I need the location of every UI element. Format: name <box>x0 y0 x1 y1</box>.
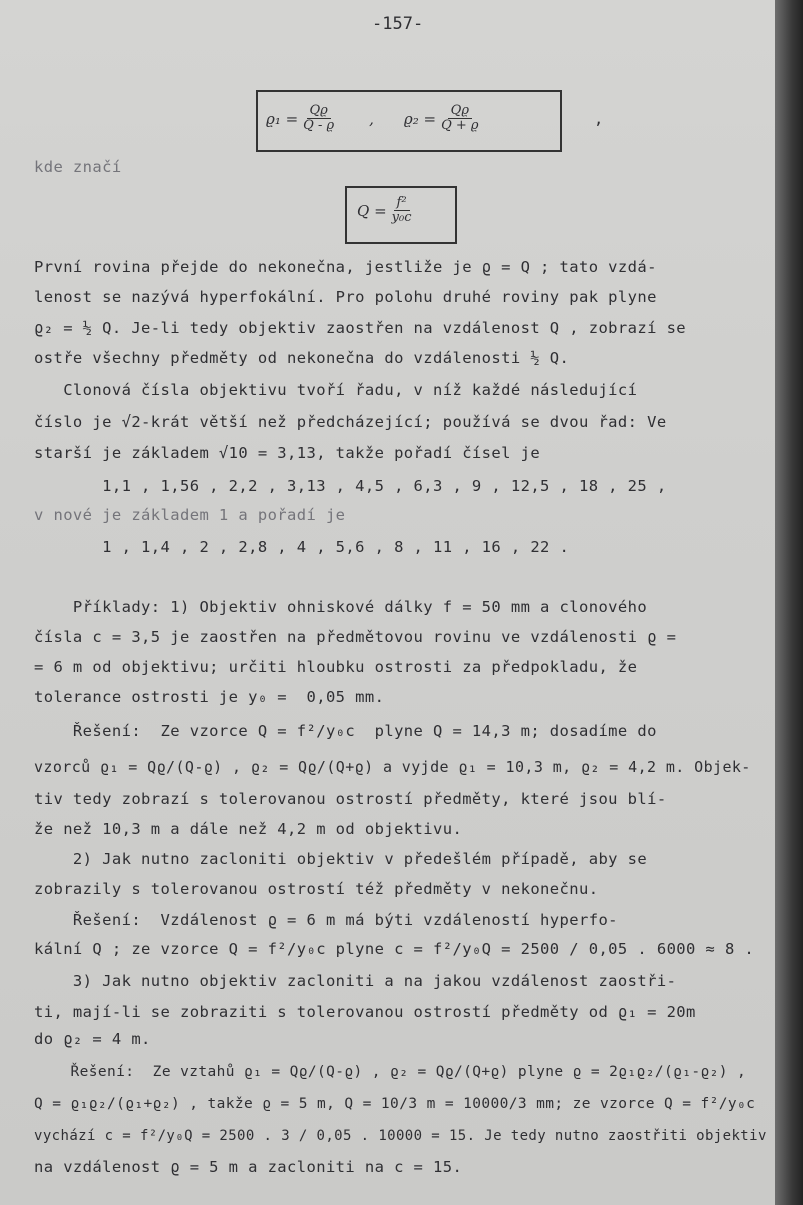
formula-box-rho <box>256 90 562 152</box>
example-3-line-2: ti, mají-li se zobraziti s tolerovanou ostrostí předměty od ϱ₁ = 20m <box>34 1003 696 1021</box>
formula-box-q <box>345 186 457 244</box>
example-3-line-1: 3) Jak nutno objektiv zacloniti a na jakou vzdálenost zaostři- <box>34 972 677 990</box>
example-3-line-3: do ϱ₂ = 4 m. <box>34 1030 151 1048</box>
solution-3-line-4: na vzdálenost ϱ = 5 m a zacloniti na c = 15. <box>34 1158 463 1176</box>
q-fraction: $\frac{\text{f²}}{\text{y₀c}}$ <box>391 195 412 226</box>
solution-3-line-1: Řešení: Ze vztahů ϱ₁ = Qϱ/(Q-ϱ) , ϱ₂ = Qϱ/(Q+ϱ) plyne ϱ = 2ϱ₁ϱ₂/(ϱ₁-ϱ₂) , <box>34 1064 747 1080</box>
rho1-fraction: $\frac{Qϱ}{Q - ϱ}$ <box>303 103 335 134</box>
solution-1-line-2: vzorců ϱ₁ = Qϱ/(Q-ϱ) , ϱ₂ = Qϱ/(Q+ϱ) a vyjde ϱ₁ = 10,3 m, ϱ₂ = 4,2 m. Objek- <box>34 758 751 776</box>
text-line-9: v nové je základem 1 a pořadí je <box>34 506 346 524</box>
example-2-line-2: zobrazily s tolerovanou ostrostí též předměty v nekonečnu. <box>34 880 599 898</box>
solution-1-line-3: tiv tedy zobrazí s tolerovanou ostrostí předměty, které jsou blí- <box>34 790 667 808</box>
rho1-label: ϱ₁ = <box>266 109 299 128</box>
sequence-old: 1,1 , 1,56 , 2,2 , 3,13 , 4,5 , 6,3 , 9 , 12,5 , 18 , 25 , <box>34 477 667 495</box>
solution-3-line-3: vychází c = f²/y₀Q = 2500 . 3 / 0,05 . 10000 = 15. Je tedy nutno zaostřiti objektiv <box>34 1128 767 1144</box>
page-number: -157- <box>372 14 424 34</box>
example-2-line-1: 2) Jak nutno zacloniti objektiv v předešlém případě, aby se <box>34 850 648 868</box>
example-1-line-1: Příklady: 1) Objektiv ohniskové dálky f = 50 mm a clonového <box>34 598 648 616</box>
kde-text: kde značí <box>34 158 122 176</box>
text-line-6: číslo je √2-krát větší než předcházející; používá se dvou řad: Ve <box>34 413 667 431</box>
solution-2-line-1: Řešení: Vzdálenost ϱ = 6 m má býti vzdáleností hyperfo- <box>34 911 618 929</box>
rho2-fraction: $\frac{Qϱ}{Q + ϱ}$ <box>441 103 479 134</box>
solution-1-line-1: Řešení: Ze vzorce Q = f²/y₀c plyne Q = 14,3 m; dosadíme do <box>34 722 657 740</box>
formula-box-tail: , <box>594 110 604 128</box>
rho2-label: ϱ₂ = <box>403 109 437 128</box>
text-line-4: ostře všechny předměty od nekonečna do vzdálenosti ½ Q. <box>34 349 570 367</box>
text-line-3: ϱ₂ = ½ Q. Je-li tedy objektiv zaostřen na vzdálenost Q , zobrazí se <box>34 319 687 337</box>
text-line-1: První rovina přejde do nekonečna, jestliže je ϱ = Q ; tato vzdá- <box>34 258 657 276</box>
sequence-new: 1 , 1,4 , 2 , 2,8 , 4 , 5,6 , 8 , 11 , 16 , 22 . <box>34 538 570 556</box>
text-line-2: lenost se nazývá hyperfokální. Pro polohu druhé roviny pak plyne <box>34 288 657 306</box>
solution-3-line-2: Q = ϱ₁ϱ₂/(ϱ₁+ϱ₂) , takže ϱ = 5 m, Q = 10/3 m = 10000/3 mm; ze vzorce Q = f²/y₀c <box>34 1096 756 1112</box>
q-label: Q = <box>357 201 387 220</box>
separator: , <box>369 109 374 128</box>
text-line-7: starší je základem √10 = 3,13, takže pořadí čísel je <box>34 444 541 462</box>
scan-edge <box>775 0 803 1205</box>
example-1-line-3: = 6 m od objektivu; určiti hloubku ostrosti za předpokladu, že <box>34 658 638 676</box>
example-1-line-4: tolerance ostrosti je y₀ = 0,05 mm. <box>34 688 385 706</box>
solution-1-line-4: že než 10,3 m a dále než 4,2 m od objektivu. <box>34 820 463 838</box>
example-1-line-2: čísla c = 3,5 je zaostřen na předmětovou rovinu ve vzdálenosti ϱ = <box>34 628 677 646</box>
solution-2-line-2: kální Q ; ze vzorce Q = f²/y₀c plyne c = f²/y₀Q = 2500 / 0,05 . 6000 ≈ 8 . <box>34 940 755 958</box>
text-line-5: Clonová čísla objektivu tvoří řadu, v níž každé následující <box>34 381 638 399</box>
